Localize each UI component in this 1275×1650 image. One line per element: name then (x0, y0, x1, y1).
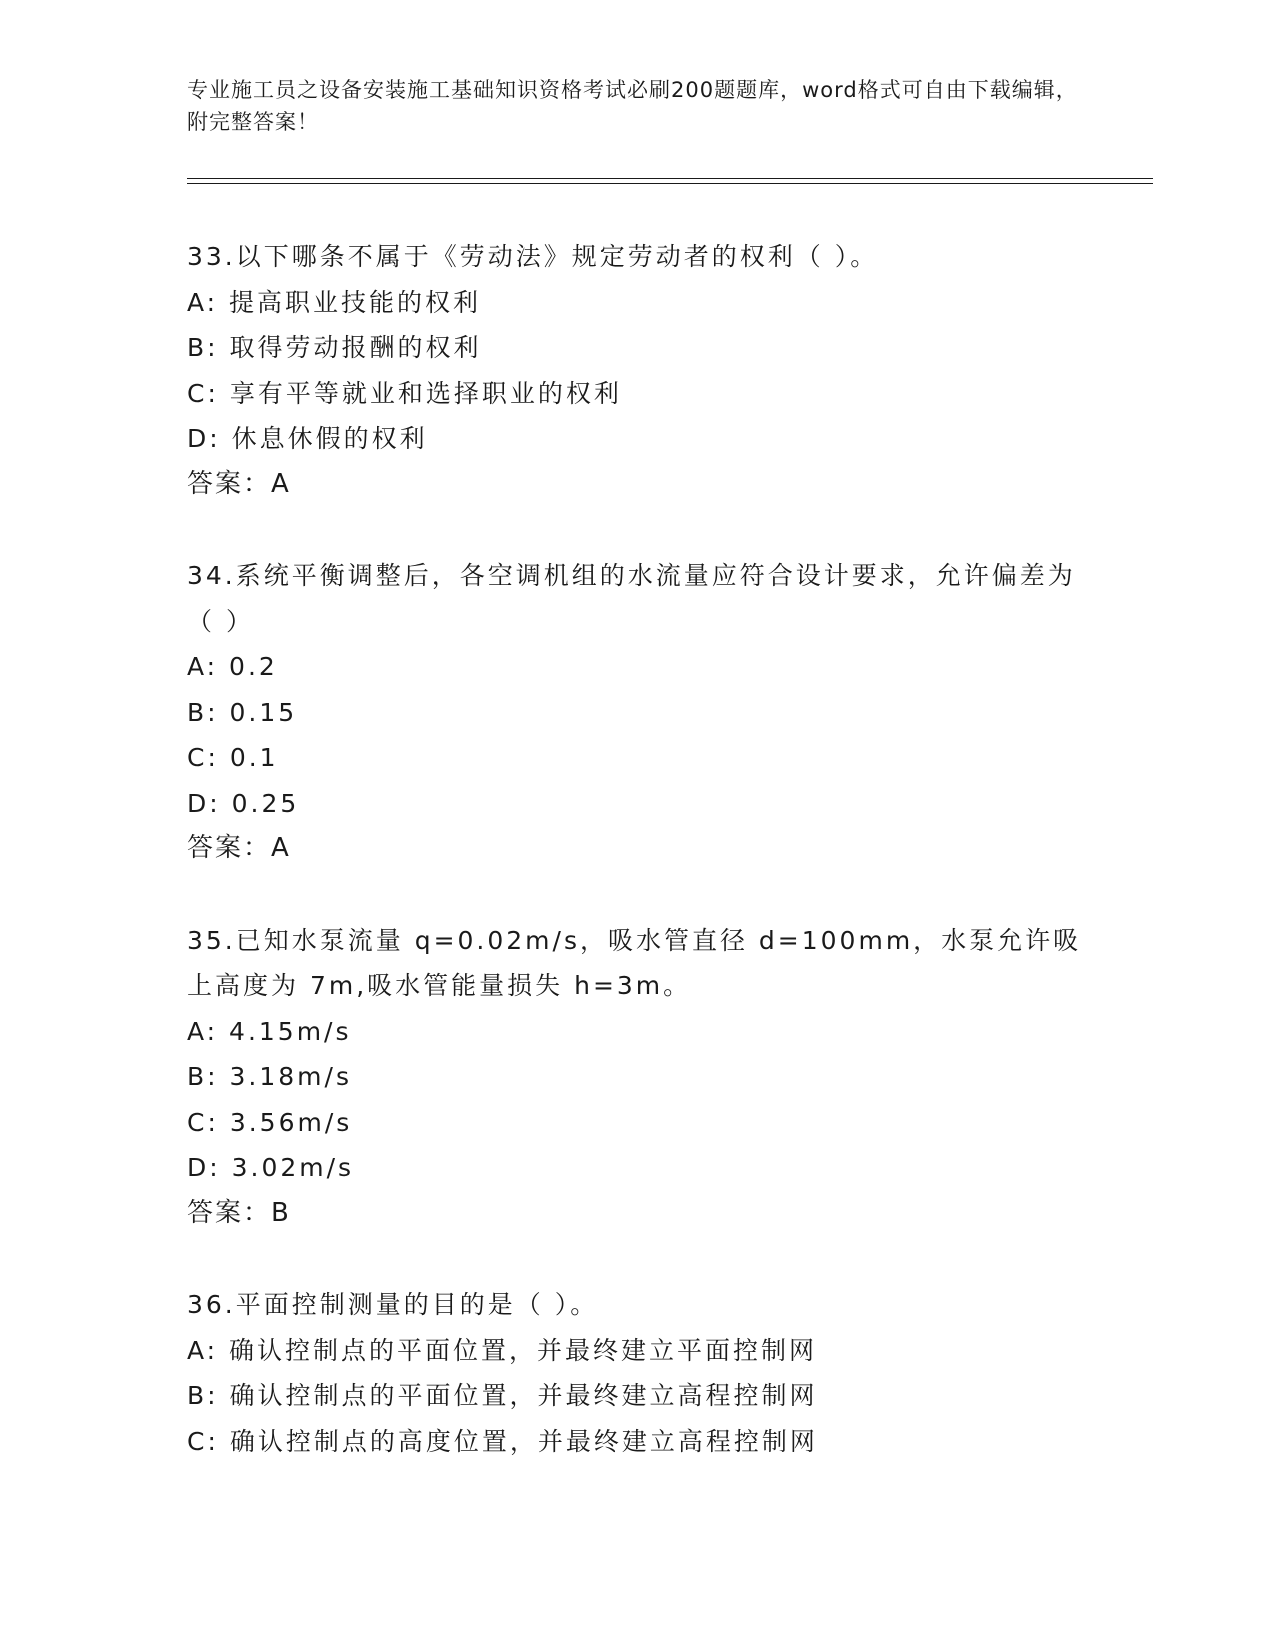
question-list (187, 234, 1087, 1510)
option-c: C: 确认控制点的高度位置，并最终建立高程控制网 (187, 1426, 818, 1456)
option-b: B: 取得劳动报酬的权利 (187, 333, 482, 362)
question-stem: 34.系统平衡调整后，各空调机组的水流量应符合设计要求，允许偏差为（ ） (187, 561, 1076, 636)
option-a: A: 提高职业技能的权利 (187, 287, 482, 317)
option-d: D: 0.25 (187, 788, 300, 818)
option-a: A: 4.15m/s (187, 1016, 352, 1046)
option-a: A: 0.2 (187, 652, 278, 681)
option-a: A: 确认控制点的平面位置，并最终建立平面控制网 (187, 1335, 818, 1365)
question-34 (187, 553, 1087, 872)
question-stem: 36.平面控制测量的目的是（ ）。 (187, 1290, 599, 1319)
question-stem: 33.以下哪条不属于《劳动法》规定劳动者的权利（ ）。 (187, 242, 879, 271)
answer-line: 答案：A (187, 468, 291, 499)
header-divider-top (187, 178, 1153, 179)
option-c: C: 3.56m/s (187, 1107, 353, 1137)
option-b: B: 3.18m/s (187, 1062, 352, 1091)
option-c: C: 0.1 (187, 743, 279, 772)
header-divider-bottom (187, 183, 1153, 184)
option-d: D: 休息休假的权利 (187, 424, 428, 453)
option-b: B: 确认控制点的平面位置，并最终建立高程控制网 (187, 1381, 818, 1410)
option-d: D: 3.02m/s (187, 1153, 355, 1182)
question-33 (187, 234, 1087, 507)
question-36 (187, 1282, 1087, 1464)
document-header: 专业施工员之设备安装施工基础知识资格考试必刷200题题库，word格式可自由下载编辑，附完整答案！ (187, 78, 1078, 134)
question-stem: 35.已知水泵流量 q=0.02m/s，吸水管直径 d=100mm，水泵允许吸上高度为 7m,吸水管能量损失 h=3m。 (187, 925, 1082, 1000)
answer-line: 答案：B (187, 1197, 291, 1228)
option-b: B: 0.15 (187, 697, 298, 727)
option-c: C: 享有平等就业和选择职业的权利 (187, 378, 622, 408)
question-35 (187, 918, 1087, 1237)
answer-line: 答案：A (187, 833, 291, 863)
